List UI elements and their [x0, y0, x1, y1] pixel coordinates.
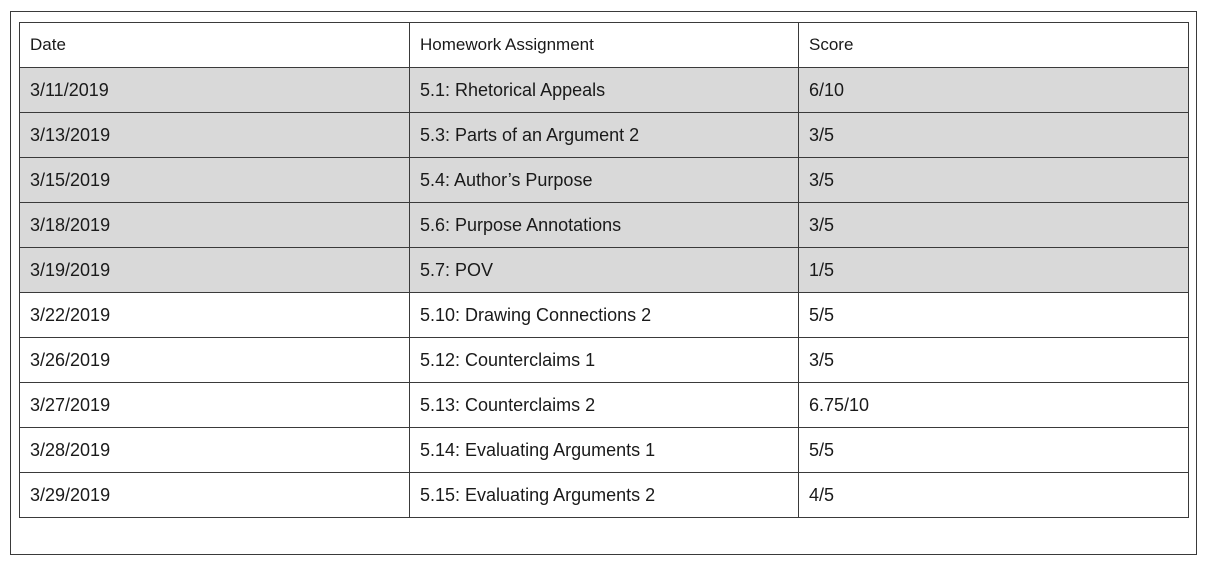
cell-score: 3/5 [799, 158, 1189, 203]
table-row [20, 248, 1189, 293]
cell-assignment: 5.1: Rhetorical Appeals [410, 68, 799, 113]
table-row [20, 428, 1189, 473]
cell-date: 3/27/2019 [20, 383, 410, 428]
cell-date: 3/11/2019 [20, 68, 410, 113]
cell-assignment: 5.14: Evaluating Arguments 1 [410, 428, 799, 473]
header-assignment: Homework Assignment [410, 23, 799, 68]
cell-score: 5/5 [799, 428, 1189, 473]
cell-assignment: 5.13: Counterclaims 2 [410, 383, 799, 428]
table-row [20, 383, 1189, 428]
header-date: Date [20, 23, 410, 68]
cell-score: 3/5 [799, 113, 1189, 158]
cell-score: 6/10 [799, 68, 1189, 113]
table-row [20, 473, 1189, 518]
cell-assignment: 5.3: Parts of an Argument 2 [410, 113, 799, 158]
cell-date: 3/15/2019 [20, 158, 410, 203]
cell-date: 3/26/2019 [20, 338, 410, 383]
table-row [20, 158, 1189, 203]
cell-assignment: 5.12: Counterclaims 1 [410, 338, 799, 383]
cell-assignment: 5.6: Purpose Annotations [410, 203, 799, 248]
cell-score: 4/5 [799, 473, 1189, 518]
cell-score: 3/5 [799, 338, 1189, 383]
cell-score: 5/5 [799, 293, 1189, 338]
cell-assignment: 5.10: Drawing Connections 2 [410, 293, 799, 338]
cell-score: 6.75/10 [799, 383, 1189, 428]
homework-table [19, 22, 1189, 518]
table-row [20, 68, 1189, 113]
table-row [20, 113, 1189, 158]
cell-assignment: 5.15: Evaluating Arguments 2 [410, 473, 799, 518]
cell-score: 3/5 [799, 203, 1189, 248]
cell-score: 1/5 [799, 248, 1189, 293]
table-row [20, 293, 1189, 338]
cell-date: 3/28/2019 [20, 428, 410, 473]
cell-date: 3/22/2019 [20, 293, 410, 338]
cell-assignment: 5.7: POV [410, 248, 799, 293]
cell-date: 3/19/2019 [20, 248, 410, 293]
cell-date: 3/13/2019 [20, 113, 410, 158]
cell-date: 3/18/2019 [20, 203, 410, 248]
table-row [20, 203, 1189, 248]
table-header-row [20, 23, 1189, 68]
cell-date: 3/29/2019 [20, 473, 410, 518]
cell-assignment: 5.4: Author’s Purpose [410, 158, 799, 203]
header-score: Score [799, 23, 1189, 68]
table-row [20, 338, 1189, 383]
